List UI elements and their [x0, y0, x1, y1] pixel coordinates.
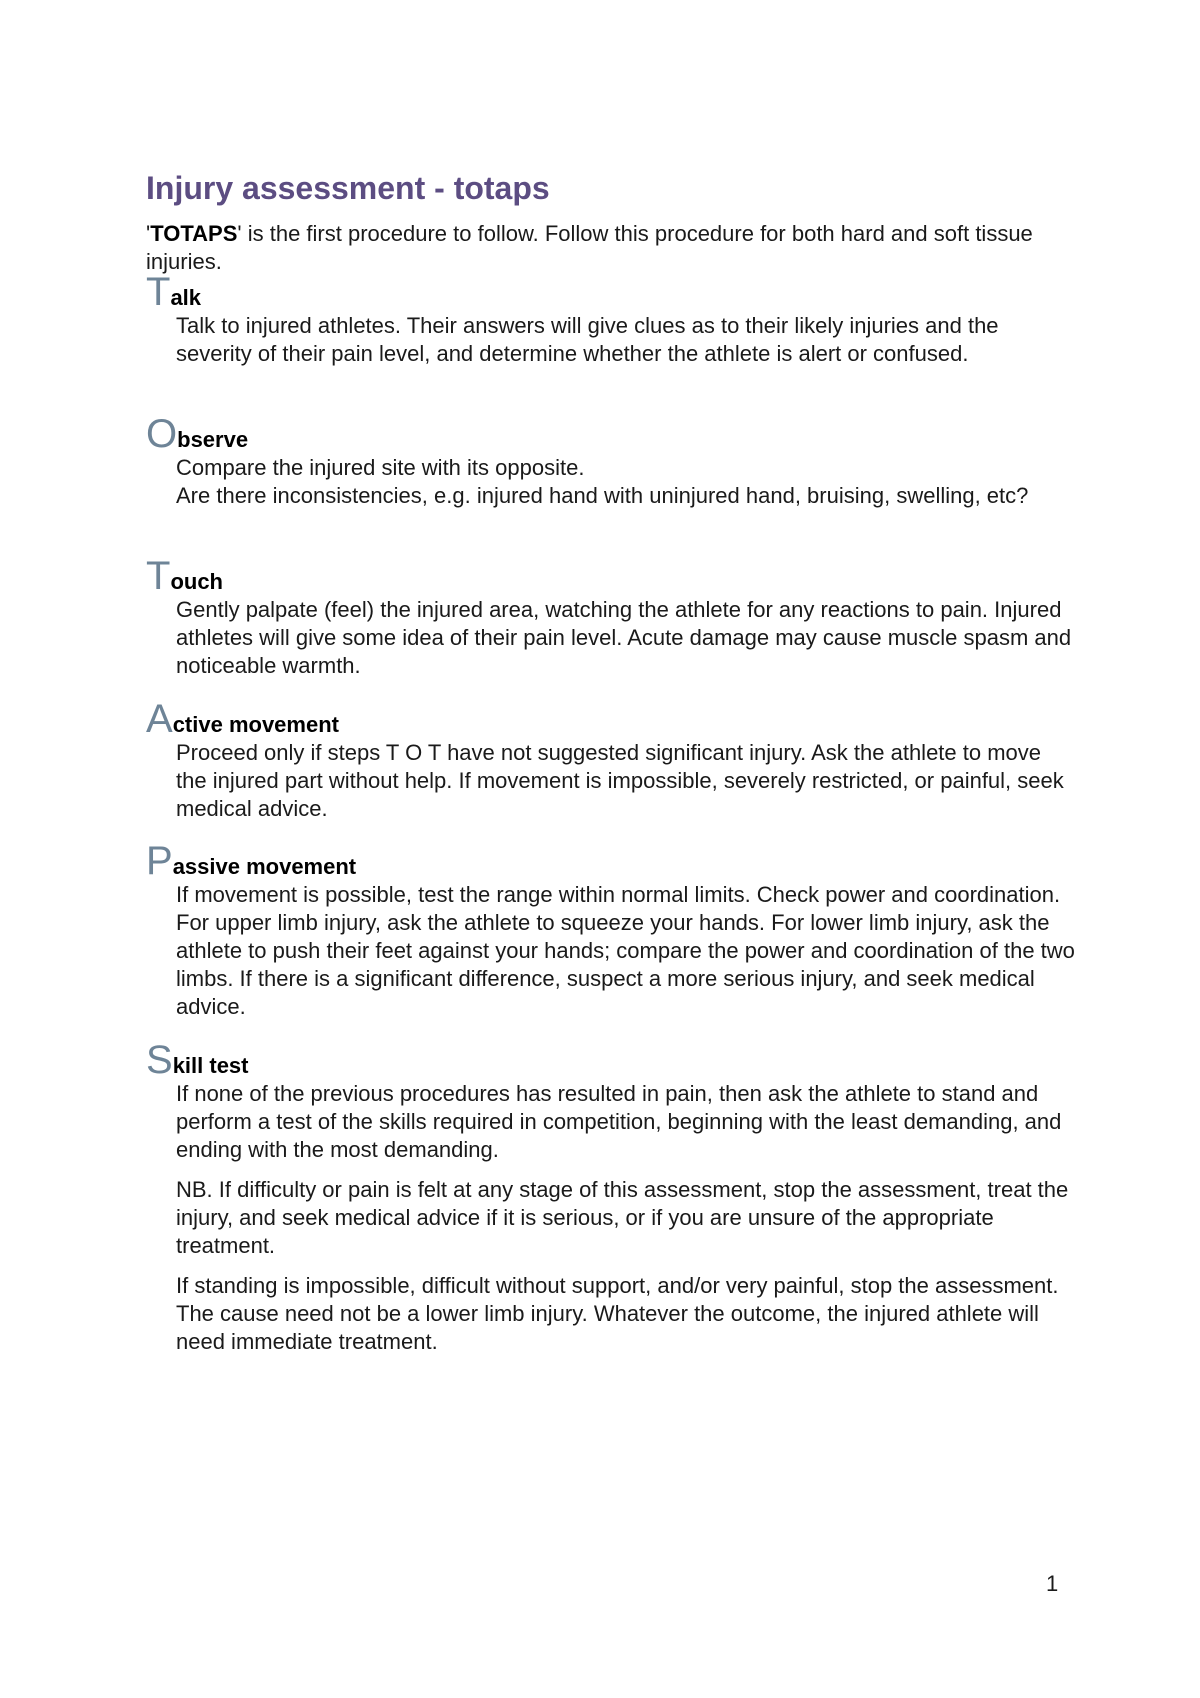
section-skill-test [146, 1040, 1086, 1356]
section-heading [146, 272, 1086, 312]
section-heading [146, 699, 1086, 739]
section-initial-letter: T [146, 554, 171, 598]
intro-paragraph [146, 220, 1086, 276]
section-paragraph: If movement is possible, test the range within normal limits. Check power and coordination. For upper limb injury, ask the athlete to squeeze your hands. For lower limb injury, ask the athlete to push their feet against your hands; compare the power and coordination of the two limbs. If there is a significant difference, suspect a more serious injury, and seek medical advice. [176, 882, 1082, 1019]
section-paragraph: Talk to injured athletes. Their answers will give clues as to their likely injuries and the severity of their pain level, and determine whether the athlete is alert or confused. [176, 313, 999, 366]
section-heading-text: ctive movement [172, 712, 339, 737]
section-passive-movement [146, 841, 1086, 1021]
section-paragraph: Compare the injured site with its opposite. [176, 455, 585, 480]
intro-text: ' is the first procedure to follow. Follow this procedure for both hard and soft tissue injuries. [146, 221, 1033, 274]
section-observe [146, 414, 1086, 510]
section-body [176, 739, 1076, 823]
section-body [176, 881, 1082, 1021]
section-body [176, 454, 1076, 510]
intro-quote-open: ' [146, 221, 151, 246]
section-initial-letter: A [146, 697, 173, 741]
section-body [176, 312, 1076, 368]
section-body [176, 596, 1076, 680]
section-heading [146, 556, 1086, 596]
section-initial-letter: T [146, 270, 171, 314]
section-heading [146, 841, 1086, 881]
section-paragraph: If none of the previous procedures has resulted in pain, then ask the athlete to stand and perform a test of the skills required in competition, beginning with the least demanding, and ending with the most demanding. [176, 1081, 1062, 1162]
page-title: Injury assessment - totaps [146, 170, 550, 206]
section-initial-letter: S [146, 1038, 173, 1082]
section-initial-letter: O [146, 412, 178, 456]
section-heading-text: kill test [172, 1053, 249, 1078]
section-heading-text: ouch [170, 569, 223, 594]
section-paragraph: Proceed only if steps T O T have not suggested significant injury. Ask the athlete to move the injured part without help. If movement is impossible, severely restricted, or painful, seek medical advice. [176, 740, 1064, 821]
section-body [176, 1080, 1076, 1356]
page-number: 1 [1046, 1571, 1059, 1596]
section-heading [146, 1040, 1086, 1080]
section-talk [146, 272, 1086, 368]
section-touch [146, 556, 1086, 680]
section-paragraph: NB. If difficulty or pain is felt at any stage of this assessment, stop the assessment, treat the injury, and seek medical advice if it is serious, or if you are unsure of the appropriate treatment. [176, 1177, 1069, 1258]
section-heading-text: alk [170, 285, 202, 310]
section-initial-letter: P [146, 839, 173, 883]
section-heading-text: bserve [177, 427, 249, 452]
section-paragraph: If standing is impossible, difficult without support, and/or very painful, stop the assessment. The cause need not be a lower limb injury. Whatever the outcome, the injured athlete will need immediate treatment. [176, 1273, 1059, 1354]
section-heading-text: assive movement [172, 854, 357, 879]
section-heading [146, 414, 1086, 454]
section-paragraph: Gently palpate (feel) the injured area, watching the athlete for any reactions to pain. Injured athletes will give some idea of their pain level. Acute damage may cause muscle spasm and noticeable warmth. [176, 597, 1072, 678]
intro-bold-word: TOTAPS [150, 221, 238, 246]
section-active-movement [146, 699, 1086, 823]
section-paragraph: Are there inconsistencies, e.g. injured hand with uninjured hand, bruising, swelling, etc? [176, 483, 1029, 508]
